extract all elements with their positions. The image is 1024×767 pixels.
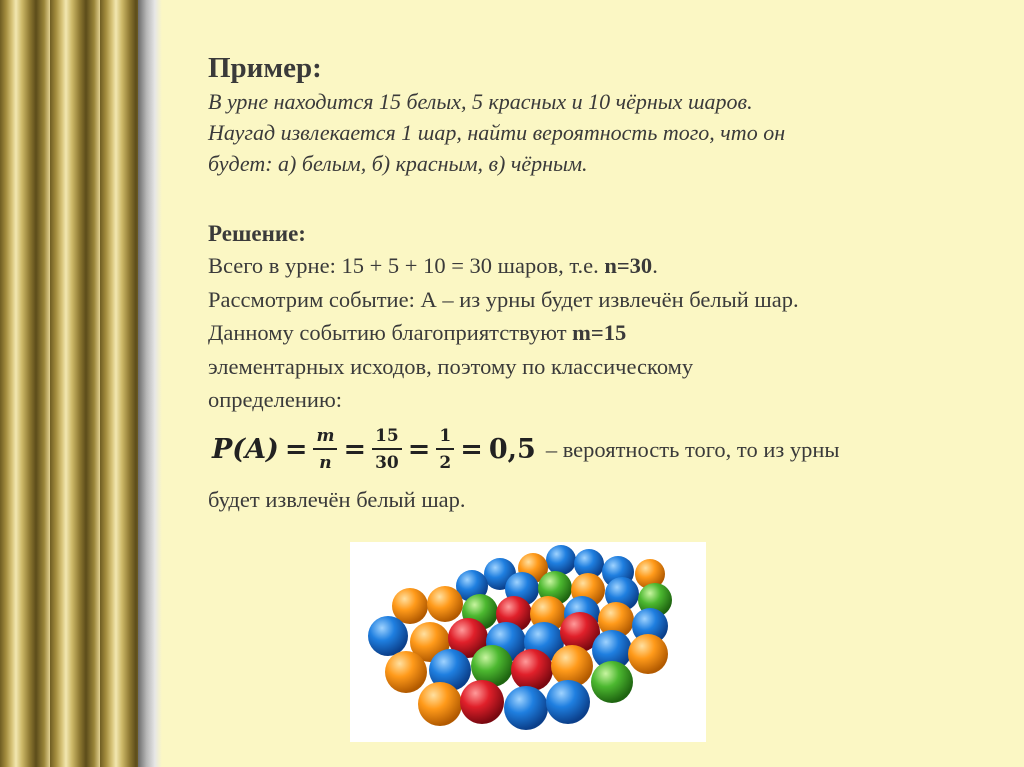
solution-line-definition: определению: (208, 387, 343, 412)
solution-title: Решение: (208, 221, 306, 246)
colored-balls-picture (350, 542, 706, 742)
n-value: n=30 (604, 253, 653, 278)
solution-line-outcomes: элементарных исходов, поэтому по классическому (208, 353, 694, 379)
curtain-decoration (0, 0, 148, 767)
solution-last-line: будет извлечён белый шар. (208, 486, 466, 512)
solution-line-favorable: Данному событию благоприятствуют m=15 (208, 320, 627, 345)
probability-formula: P(A) = $\frac{m}{n}$ = $\frac{15}{30}$ = $\frac{1}{2}$ = 0,5 – вероятность того, то из урны (212, 426, 840, 473)
fraction-1-2: $\frac{1}{2}$ (436, 426, 454, 473)
example-title: Пример: (208, 52, 322, 84)
slide-content (208, 50, 998, 516)
formula-result: 0,5 (488, 434, 536, 465)
balls-illustration (350, 542, 706, 742)
fraction-15-30: $\frac{15}{30}$ (372, 426, 402, 473)
fraction-m-n: $\frac{m}{n}$ (313, 426, 337, 473)
problem-text (208, 86, 998, 179)
solution-line-total: Всего в урне: 15 + 5 + 10 = 30 шаров, т.е. n=30. (208, 253, 658, 278)
problem-line: Наугад извлекается 1 шар, найти вероятность того, что он (208, 120, 786, 145)
curtain-shadow (138, 0, 162, 767)
formula-lhs: P(A) (212, 434, 279, 465)
problem-line: В урне находится 15 белых, 5 красных и 10 чёрных шаров. (208, 89, 753, 114)
problem-line: будет: а) белым, б) красным, в) чёрным. (208, 151, 588, 176)
m-value: m=15 (572, 320, 627, 345)
formula-tail: – вероятность того, то из урны (545, 436, 840, 462)
solution-line-event: Рассмотрим событие: А – из урны будет извлечён белый шар. (208, 286, 799, 312)
